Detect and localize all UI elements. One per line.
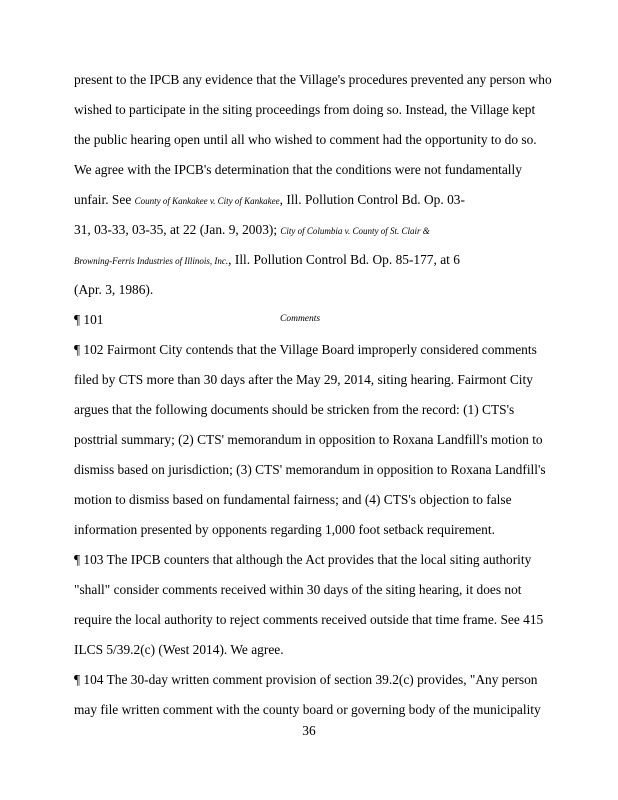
text-line: the public hearing open until all who wished to comment had the opportunity to do so. bbox=[74, 132, 537, 147]
text-line: ILCS 5/39.2(c) (West 2014). We agree. bbox=[74, 642, 284, 657]
text-line: motion to dismiss based on fundamental fairness; and (4) CTS's objection to false bbox=[74, 492, 512, 507]
case-citation: City of Columbia v. County of St. Clair & bbox=[280, 226, 430, 236]
text-segment: unfair. See bbox=[74, 192, 135, 207]
text-line: filed by CTS more than 30 days after the May 29, 2014, siting hearing. Fairmont City bbox=[74, 372, 533, 387]
text-line: require the local authority to reject comments received outside that time frame. See 415 bbox=[74, 612, 544, 627]
text-line: argues that the following documents should be stricken from the record: (1) CTS's bbox=[74, 402, 515, 417]
text-line: (Apr. 3, 1986). bbox=[74, 282, 154, 297]
text-line: may file written comment with the county board or governing body of the municipality bbox=[74, 702, 541, 717]
text-line: ¶ 103 The IPCB counters that although the Act provides that the local siting authority bbox=[74, 552, 532, 567]
case-citation: Browning-Ferris Industries of Illinois, Inc. bbox=[74, 256, 229, 266]
text-segment: , Ill. Pollution Control Bd. Op. 85-177, at 6 bbox=[228, 252, 460, 267]
page-number: 36 bbox=[302, 723, 316, 738]
text-line: information presented by opponents regarding 1,000 foot setback requirement. bbox=[74, 522, 495, 537]
text-line bbox=[74, 252, 460, 269]
section-heading: Comments bbox=[280, 314, 321, 324]
paragraph-number: ¶ 101 bbox=[74, 312, 104, 327]
text-segment: 31, 03-33, 03-35, at 22 (Jan. 9, 2003); bbox=[74, 222, 281, 237]
text-line: wished to participate in the siting proceedings from doing so. Instead, the Village kept bbox=[74, 102, 536, 117]
text-line: dismiss based on jurisdiction; (3) CTS' memorandum in opposition to Roxana Landfill's bbox=[74, 462, 546, 477]
text-segment: , Ill. Pollution Control Bd. Op. 03- bbox=[279, 192, 465, 207]
text-line: We agree with the IPCB's determination that the conditions were not fundamentally bbox=[74, 162, 522, 177]
text-line: "shall" consider comments received within 30 days of the siting hearing, it does not bbox=[74, 582, 522, 597]
text-line: posttrial summary; (2) CTS' memorandum in opposition to Roxana Landfill's motion to bbox=[74, 432, 543, 447]
text-line: ¶ 104 The 30-day written comment provision of section 39.2(c) provides, "Any person bbox=[74, 672, 538, 687]
text-line: present to the IPCB any evidence that the Village's procedures prevented any person who bbox=[74, 72, 552, 87]
case-citation: County of Kankakee v. City of Kankakee bbox=[134, 196, 280, 206]
text-line bbox=[74, 192, 465, 209]
text-line bbox=[74, 222, 430, 239]
text-line: ¶ 102 Fairmont City contends that the Village Board improperly considered comments bbox=[74, 342, 537, 357]
